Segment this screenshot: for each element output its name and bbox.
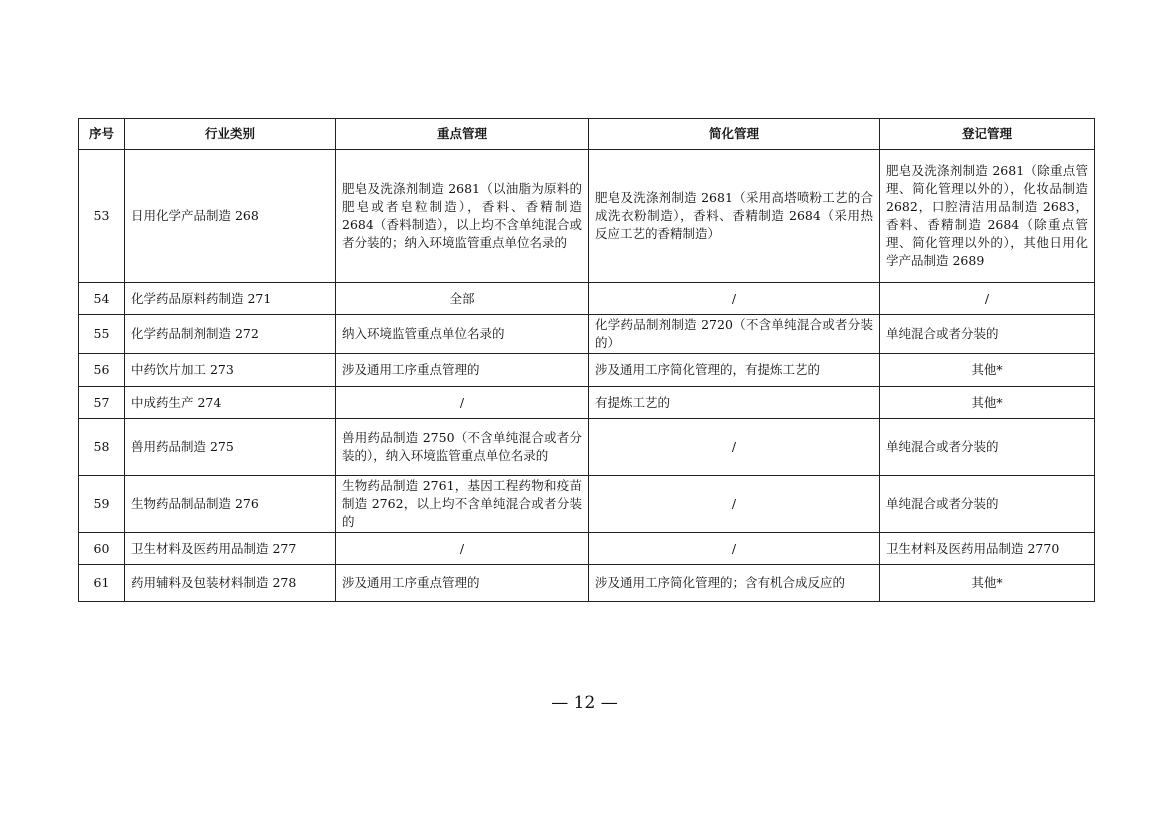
row-number: 56 <box>79 354 125 387</box>
header-serial: 序号 <box>79 119 125 150</box>
row-industry: 生物药品制品制造 276 <box>125 476 336 533</box>
row-key-management: 全部 <box>336 283 589 315</box>
row-industry: 日用化学产品制造 268 <box>125 150 336 283</box>
row-key-management: 涉及通用工序重点管理的 <box>336 565 589 602</box>
row-industry: 中药饮片加工 273 <box>125 354 336 387</box>
row-simplified-management: 涉及通用工序简化管理的；含有机合成反应的 <box>589 565 880 602</box>
row-simplified-management: / <box>589 283 880 315</box>
row-key-management: 生物药品制造 2761，基因工程药物和疫苗制造 2762，以上均不含单纯混合或者分装的 <box>336 476 589 533</box>
row-number: 60 <box>79 533 125 565</box>
row-industry: 化学药品制剂制造 272 <box>125 315 336 354</box>
header-key-management: 重点管理 <box>336 119 589 150</box>
table-row <box>79 387 1095 419</box>
table-header-row <box>79 119 1095 150</box>
row-simplified-management: 化学药品制剂制造 2720（不含单纯混合或者分装的） <box>589 315 880 354</box>
row-industry: 药用辅料及包装材料制造 278 <box>125 565 336 602</box>
header-registration-management: 登记管理 <box>880 119 1095 150</box>
row-registration-management: 单纯混合或者分装的 <box>880 419 1095 476</box>
row-registration-management: 肥皂及洗涤剂制造 2681（除重点管理、简化管理以外的），化妆品制造 2682，口腔清洁用品制造 2683，香料、香精制造 2684（除重点管理、简化管理以外的），其他日用化学产品制造 2689 <box>880 150 1095 283</box>
header-simplified-management: 简化管理 <box>589 119 880 150</box>
row-registration-management: 其他* <box>880 565 1095 602</box>
row-simplified-management: 有提炼工艺的 <box>589 387 880 419</box>
table-row <box>79 354 1095 387</box>
table-row <box>79 315 1095 354</box>
table-row <box>79 150 1095 283</box>
row-key-management: 肥皂及洗涤剂制造 2681（以油脂为原料的肥皂或者皂粒制造），香料、香精制造 2684（香料制造），以上均不含单纯混合或者分装的；纳入环境监管重点单位名录的 <box>336 150 589 283</box>
row-key-management: 兽用药品制造 2750（不含单纯混合或者分装的），纳入环境监管重点单位名录的 <box>336 419 589 476</box>
row-simplified-management: / <box>589 476 880 533</box>
row-key-management: / <box>336 387 589 419</box>
row-key-management: 涉及通用工序重点管理的 <box>336 354 589 387</box>
row-registration-management: 其他* <box>880 387 1095 419</box>
row-industry: 中成药生产 274 <box>125 387 336 419</box>
table-row <box>79 565 1095 602</box>
row-industry: 化学药品原料药制造 271 <box>125 283 336 315</box>
row-simplified-management: 肥皂及洗涤剂制造 2681（采用高塔喷粉工艺的合成洗衣粉制造），香料、香精制造 2684（采用热反应工艺的香精制造） <box>589 150 880 283</box>
row-number: 57 <box>79 387 125 419</box>
table-row <box>79 533 1095 565</box>
row-industry: 卫生材料及医药用品制造 277 <box>125 533 336 565</box>
row-simplified-management: / <box>589 533 880 565</box>
table-row <box>79 476 1095 533</box>
row-registration-management: 其他* <box>880 354 1095 387</box>
row-simplified-management: 涉及通用工序简化管理的，有提炼工艺的 <box>589 354 880 387</box>
row-number: 53 <box>79 150 125 283</box>
row-number: 54 <box>79 283 125 315</box>
row-number: 61 <box>79 565 125 602</box>
row-number: 59 <box>79 476 125 533</box>
table-row <box>79 283 1095 315</box>
row-key-management: 纳入环境监管重点单位名录的 <box>336 315 589 354</box>
header-industry: 行业类别 <box>125 119 336 150</box>
row-registration-management: 单纯混合或者分装的 <box>880 476 1095 533</box>
row-number: 58 <box>79 419 125 476</box>
row-key-management: / <box>336 533 589 565</box>
row-registration-management: / <box>880 283 1095 315</box>
row-registration-management: 卫生材料及医药用品制造 2770 <box>880 533 1095 565</box>
row-industry: 兽用药品制造 275 <box>125 419 336 476</box>
row-registration-management: 单纯混合或者分装的 <box>880 315 1095 354</box>
row-simplified-management: / <box>589 419 880 476</box>
classification-table <box>78 118 1095 602</box>
page-number: — 12 — <box>551 693 618 713</box>
row-number: 55 <box>79 315 125 354</box>
table-row <box>79 419 1095 476</box>
